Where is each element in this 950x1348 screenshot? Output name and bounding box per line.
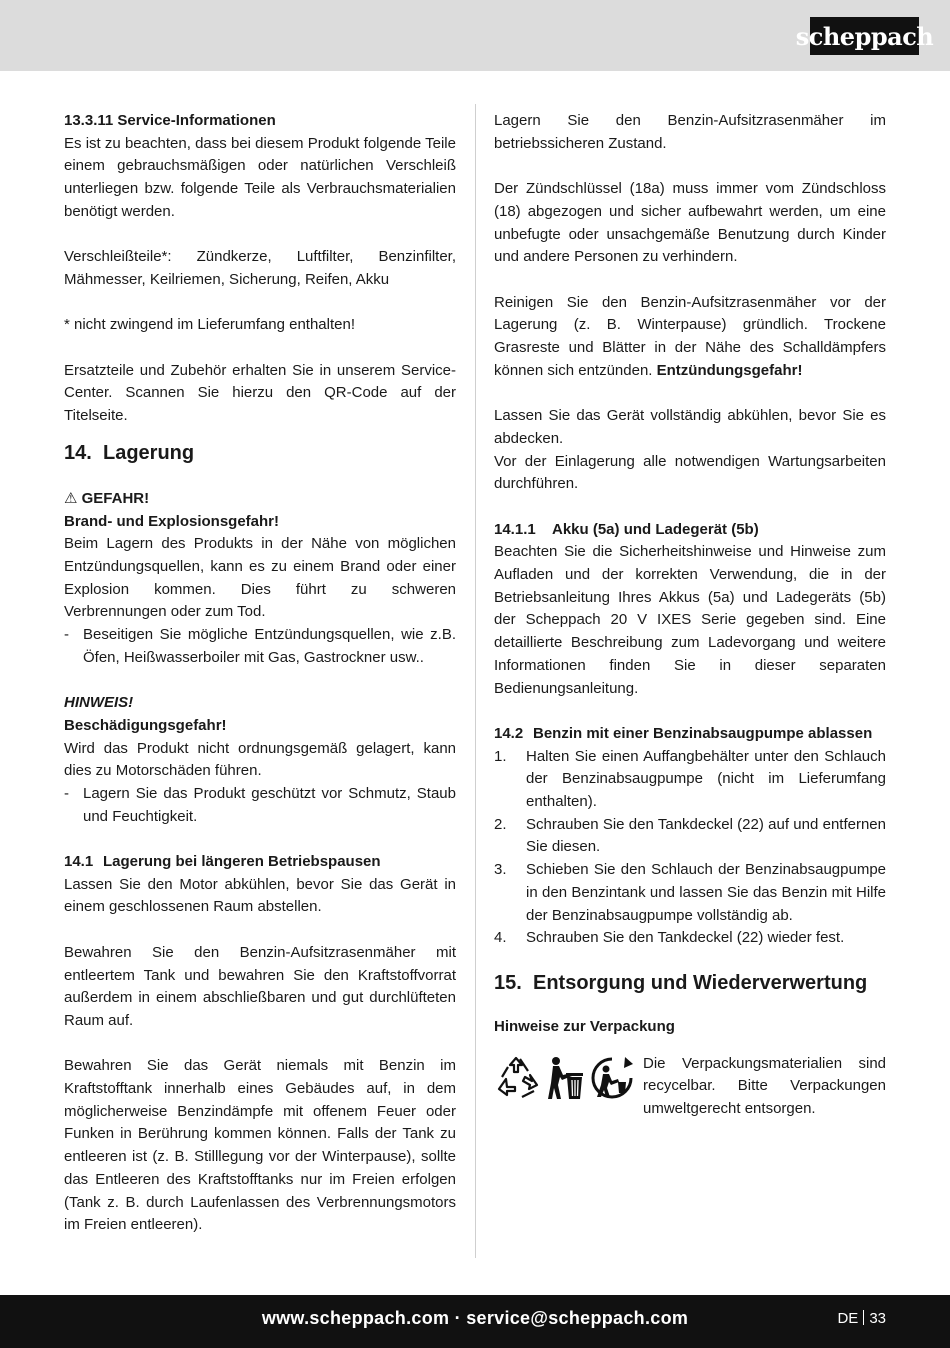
section-title: Entsorgung und Wiederverwertung [533,971,868,994]
page-footer [0,1295,950,1348]
page-header [0,0,950,71]
danger-label: ⚠ GEFAHR! [64,489,150,507]
step-text: Schrauben Sie den Tankdeckel (22) auf und entfernen Sie diesen. [526,815,886,856]
section-number: 14.1 [64,853,94,871]
dispose-recycle-icon [588,1055,636,1101]
packaging-text: Die Verpackungsmaterialien sind recycelbar. Bitte Verpackungen umweltgerecht entsorgen. [643,1054,886,1118]
disposal-icons [494,1053,643,1121]
page-number: 33 [869,1310,886,1327]
list-item-text: Lagern Sie das Produkt geschützt vor Schmutz, Staub und Feuchtigkeit. [83,784,456,825]
separator [863,1310,864,1325]
page-indicator [837,1310,886,1327]
list-item [494,814,886,859]
warning-text: Entzündungsgefahr! [656,361,803,379]
paragraph-text: Reinigen Sie den Benzin-Aufsitzrasenmäher vor der Lagerung (z. B. Winterpause) gründlich. Trockene Grasreste und Blätter in der Nähe des Schalldämpfers können sich entzünden. [494,293,886,379]
list-item [494,746,886,814]
recycle-icon [494,1055,542,1101]
packaging-title: Hinweise zur Verpackung [494,1017,675,1035]
step-text: Schrauben Sie den Tankdeckel (22) wieder fest. [526,929,845,947]
paragraph: Lagern Sie den Benzin-Aufsitzrasenmäher im betriebssicheren Zustand. [494,112,886,152]
trash-bin-icon [545,1055,585,1101]
paragraph: Verschleißteile*: Zündkerze, Luftfilter, Benzinfilter, Mähmesser, Keilriemen, Sicherung, Reifen, Akku [64,248,456,288]
section-number: 14. [64,441,92,464]
footer-contact: www.scheppach.com · service@scheppach.com [261,1308,689,1328]
step-number: 2. [494,815,507,833]
paragraph [494,292,886,383]
section-title: Lagerung [103,441,195,464]
section-14-2-title [494,723,886,746]
notice-subtitle: Beschädigungsgefahr! [64,716,227,734]
column-divider [475,104,476,1258]
list-item-text: Beseitigen Sie mögliche Entzündungsquellen, wie z.B. Öfen, Heißwasserboiler mit Gas, Gastrockner usw.. [83,626,456,666]
paragraph: Wird das Produkt nicht ordnungsgemäß gelagert, kann dies zu Motorschäden führen. [64,739,456,780]
section-13-3-11-title: 13.3.11 Service-Informationen [64,112,276,129]
paragraph: Beachten Sie die Sicherheitshinweise und Hinweise zum Aufladen und der korrekten Verwendung, die in der Betriebsanleitung Ihres Akkus (5a) und Ladegeräts (5b) der Scheppach 20 V IXES Serie gegeben sind. Eine detaillierte Beschreibung zum Ladevorgang und weitere Informationen finden Sie in dieser separaten Bedienungsanleitung. [494,543,886,697]
section-number: 15. [494,971,522,994]
danger-subtitle: Brand- und Explosionsgefahr! [64,512,280,530]
section-15-heading [494,970,886,996]
paragraph: Es ist zu beachten, dass bei diesem Produkt folgende Teile einem gebrauchsmäßigen oder natürlichen Verschleiß unterliegen bzw. folgende Teile als Verbrauchsmaterialien benötigt werden. [64,134,456,220]
section-14-1-1-title [494,519,886,542]
section-title: Lagerung bei längeren Betriebspausen [103,853,381,871]
paragraph: Bewahren Sie das Gerät niemals mit Benzin im Kraftstofftank innerhalb eines Gebäudes auf, in dem möglicherweise Benzindämpfe mit offenem Feuer oder Funken in Berührung kommen können. Falls der Tank zu entleeren ist (z. B. Stilllegung vor der Winterpause), sollte das Entleeren des Kraftstofftanks nur im Freien erfolgen (Tank z. B. durch Laufenlassen des Verbrennungsmotors im Freien entleeren). [64,1057,456,1234]
paragraph: Lassen Sie das Gerät vollständig abkühlen, bevor Sie es abdecken. [494,407,886,447]
scheppach-logo: scheppach [810,17,919,55]
packaging-notice [494,1053,886,1121]
paragraph: Lassen Sie den Motor abkühlen, bevor Sie das Gerät in einem geschlossenen Raum abstellen. [64,875,456,916]
list-item [494,927,886,950]
step-number: 3. [494,861,507,879]
section-14-heading [64,440,456,466]
paragraph: Vor der Einlagerung alle notwendigen Wartungsarbeiten durchführen. [494,452,886,493]
paragraph: * nicht zwingend im Lieferumfang enthalten! [64,316,356,334]
list-item [494,859,886,927]
paragraph: Ersatzteile und Zubehör erhalten Sie in unserem Service-Center. Scannen Sie hierzu den QR-Code auf der Titelseite. [64,361,456,425]
step-number: 1. [494,747,507,765]
list-item [64,624,456,669]
left-column [64,110,456,1237]
paragraph: Bewahren Sie den Benzin-Aufsitzrasenmäher mit entleertem Tank und bewahren Sie den Kraftstoffvorrat außerdem in einem abschließbaren und gut durchlüfteten Raum auf. [64,943,456,1029]
dash-marker: - [64,784,69,802]
language-code: DE [837,1310,859,1327]
step-text: Schieben Sie den Schlauch der Benzinabsaugpumpe in den Benzintank und lassen Sie das Benzin mit Hilfe der Benzinabsaugpumpe vollständig ab. [526,861,886,924]
paragraph: Der Zündschlüssel (18a) muss immer vom Zündschloss (18) abgezogen und sicher aufbewahrt werden, um eine unbefugte oder unsachgemäße Benutzung durch Kinder und andere Personen zu verhindern. [494,180,886,266]
notice-label: HINWEIS! [64,694,134,712]
paragraph: Beim Lagern des Produkts in der Nähe von möglichen Entzündungsquellen, kann es zu einem Brand oder einer Explosion kommen. Dies führt zu schweren Verbrennungen oder zum Tod. [64,535,456,621]
step-number: 4. [494,929,507,947]
section-14-1-title [64,851,456,874]
section-number: 14.2 [494,724,524,742]
section-title: Akku (5a) und Ladegerät (5b) [552,520,759,538]
list-item [64,783,456,828]
section-title: Benzin mit einer Benzinabsaugpumpe ablassen [533,724,873,742]
section-number: 14.1.1 [494,520,536,538]
right-column [494,110,886,1121]
dash-marker: - [64,626,69,644]
step-text: Halten Sie einen Auffangbehälter unter den Schlauch der Benzinabsaugpumpe (nicht im Lieferumfang enthalten). [526,747,886,811]
